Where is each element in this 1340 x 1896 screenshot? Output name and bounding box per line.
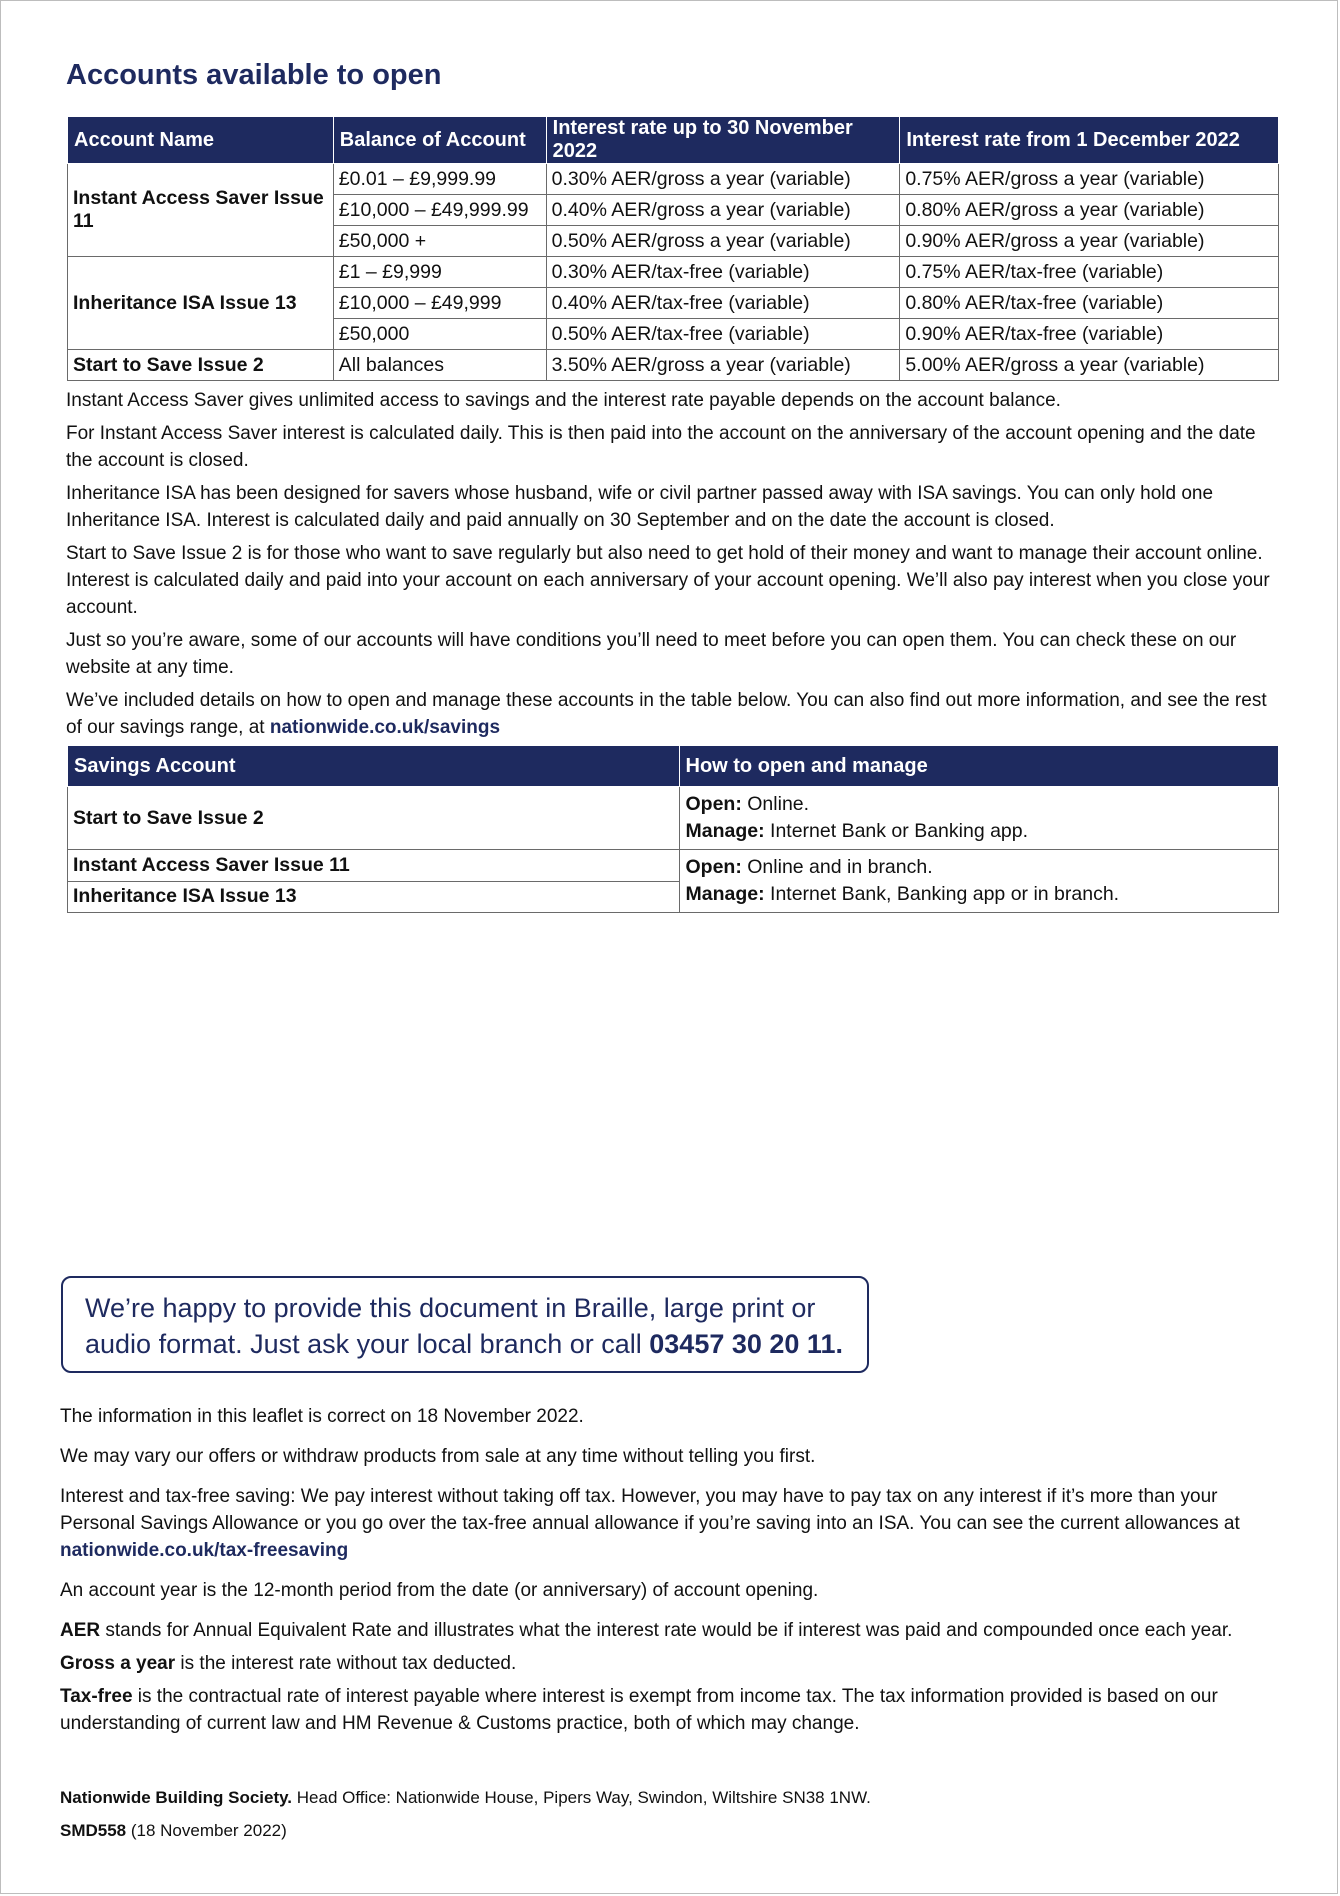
manage-value: Internet Bank or Banking app. [764, 820, 1029, 842]
gross-definition [60, 1650, 1290, 1677]
tax-link[interactable]: nationwide.co.uk/tax-freesaving [60, 1540, 349, 1561]
vary-note: We may vary our offers or withdraw products from sale at any time without telling you first. [60, 1446, 816, 1467]
aer-definition [60, 1617, 1290, 1644]
column-header: Balance of Account [333, 117, 546, 164]
table-row [68, 787, 1279, 850]
old-rate-cell: 0.50% AER/tax-free (variable) [546, 319, 900, 350]
old-rate-cell: 0.30% AER/tax-free (variable) [546, 257, 900, 288]
legal-info [60, 1787, 871, 1853]
open-value: Online and in branch. [741, 856, 933, 878]
callout-text: We’re happy to provide this document in Braille, large print or audio format. Just ask your local branch or call [85, 1293, 816, 1359]
account-descriptions [66, 387, 1281, 747]
open-value: Online. [741, 793, 810, 815]
paragraph: Inheritance ISA has been designed for savers whose husband, wife or civil partner passed away with ISA savings. You can only hold one Inheritance ISA. Interest is calculated daily and paid annually on 30 September and on the date the account is closed. [66, 483, 1214, 531]
how-to-cell [679, 787, 1279, 850]
tax-note [60, 1483, 1290, 1564]
old-rate-cell: 3.50% AER/gross a year (variable) [546, 350, 900, 381]
table-row [68, 257, 1279, 288]
taxfree-def: is the contractual rate of interest payable where interest is exempt from income tax. The tax information provided is based on our understanding of current law and HM Revenue & Customs practice, both of which may change. [60, 1686, 1218, 1734]
column-header: Account Name [68, 117, 334, 164]
account-name: Instant Access Saver Issue 11 [68, 164, 334, 257]
manage-value: Internet Bank, Banking app or in branch. [764, 883, 1120, 905]
tax-text: Interest and tax-free saving: We pay interest without taking off tax. However, you may have to pay tax on any interest if it’s more than your Personal Savings Allowance or you go over the tax-free annual allowance if you’re saving into an ISA. You can see the current allowances at [60, 1486, 1240, 1534]
aer-term: AER [60, 1620, 101, 1641]
gross-term: Gross a year [60, 1653, 176, 1674]
society-name: Nationwide Building Society. [60, 1788, 293, 1807]
correct-on-note: The information in this leaflet is correct on 18 November 2022. [60, 1406, 584, 1427]
savings-paragraph [66, 687, 1281, 741]
column-header: How to open and manage [679, 746, 1279, 787]
manage-label: Manage: [685, 820, 765, 842]
savings-link[interactable]: nationwide.co.uk/savings [269, 717, 501, 738]
balance-cell: £1 – £9,999 [333, 257, 546, 288]
old-rate-cell: 0.40% AER/tax-free (variable) [546, 288, 900, 319]
balance-cell: £10,000 – £49,999.99 [333, 195, 546, 226]
new-rate-cell: 0.90% AER/gross a year (variable) [900, 226, 1279, 257]
open-label: Open: [685, 856, 742, 878]
balance-cell: £50,000 [333, 319, 546, 350]
callout-phone[interactable]: 03457 30 20 11. [649, 1329, 843, 1359]
accessibility-callout [61, 1276, 869, 1373]
old-rate-cell: 0.50% AER/gross a year (variable) [546, 226, 900, 257]
account-name: Start to Save Issue 2 [68, 350, 334, 381]
column-header: Savings Account [68, 746, 680, 787]
table-row [68, 850, 1279, 882]
table-header-row [68, 746, 1279, 787]
balance-cell: £0.01 – £9,999.99 [333, 164, 546, 195]
society-address: Head Office: Nationwide House, Pipers Way, Swindon, Wiltshire SN38 1NW. [292, 1788, 871, 1807]
account-name: Instant Access Saver Issue 11 [68, 850, 680, 882]
balance-cell: All balances [333, 350, 546, 381]
how-to-manage-table [67, 745, 1279, 913]
society-line [60, 1787, 871, 1809]
footer-notes [60, 1403, 1290, 1743]
column-header: Interest rate up to 30 November 2022 [546, 117, 900, 164]
old-rate-cell: 0.30% AER/gross a year (variable) [546, 164, 900, 195]
document-code: SMD558 [60, 1821, 127, 1840]
account-name: Inheritance ISA Issue 13 [68, 257, 334, 350]
interest-rates-table [67, 116, 1279, 381]
new-rate-cell: 0.80% AER/tax-free (variable) [900, 288, 1279, 319]
aer-def: stands for Annual Equivalent Rate and illustrates what the interest rate would be if interest was paid and compounded once each year. [100, 1620, 1233, 1641]
taxfree-term: Tax-free [60, 1686, 133, 1707]
paragraph: For Instant Access Saver interest is calculated daily. This is then paid into the account on the anniversary of the account opening and the date the account is closed. [66, 423, 1256, 471]
account-year-note: An account year is the 12-month period from the date (or anniversary) of account opening. [60, 1580, 819, 1601]
table-row [68, 164, 1279, 195]
taxfree-definition [60, 1683, 1290, 1737]
account-name: Inheritance ISA Issue 13 [68, 881, 680, 913]
new-rate-cell: 5.00% AER/gross a year (variable) [900, 350, 1279, 381]
account-name: Start to Save Issue 2 [68, 787, 680, 850]
old-rate-cell: 0.40% AER/gross a year (variable) [546, 195, 900, 226]
table-header-row [68, 117, 1279, 164]
manage-label: Manage: [685, 883, 765, 905]
gross-def: is the interest rate without tax deducted. [175, 1653, 517, 1674]
document-date: (18 November 2022) [126, 1821, 287, 1840]
table-row [68, 350, 1279, 381]
new-rate-cell: 0.80% AER/gross a year (variable) [900, 195, 1279, 226]
balance-cell: £50,000 + [333, 226, 546, 257]
how-to-cell [679, 850, 1279, 913]
new-rate-cell: 0.75% AER/gross a year (variable) [900, 164, 1279, 195]
balance-cell: £10,000 – £49,999 [333, 288, 546, 319]
document-code-line [60, 1820, 871, 1842]
column-header: Interest rate from 1 December 2022 [900, 117, 1279, 164]
paragraph: Instant Access Saver gives unlimited access to savings and the interest rate payable depends on the account balance. [66, 390, 1061, 411]
open-label: Open: [685, 793, 742, 815]
paragraph: Start to Save Issue 2 is for those who want to save regularly but also need to get hold of their money and want to manage their account online. Interest is calculated daily and paid into your account on each anniversary of your account opening. We’ll also pay interest when you close your account. [66, 543, 1270, 618]
section-title: Accounts available to open [66, 59, 442, 91]
new-rate-cell: 0.75% AER/tax-free (variable) [900, 257, 1279, 288]
paragraph: Just so you’re aware, some of our accounts will have conditions you’ll need to meet before you can open them. You can check these on our website at any time. [66, 630, 1237, 678]
new-rate-cell: 0.90% AER/tax-free (variable) [900, 319, 1279, 350]
savings-text: We’ve included details on how to open and manage these accounts in the table below. You can also find out more information, and see the rest of our savings range, at [66, 690, 1267, 738]
